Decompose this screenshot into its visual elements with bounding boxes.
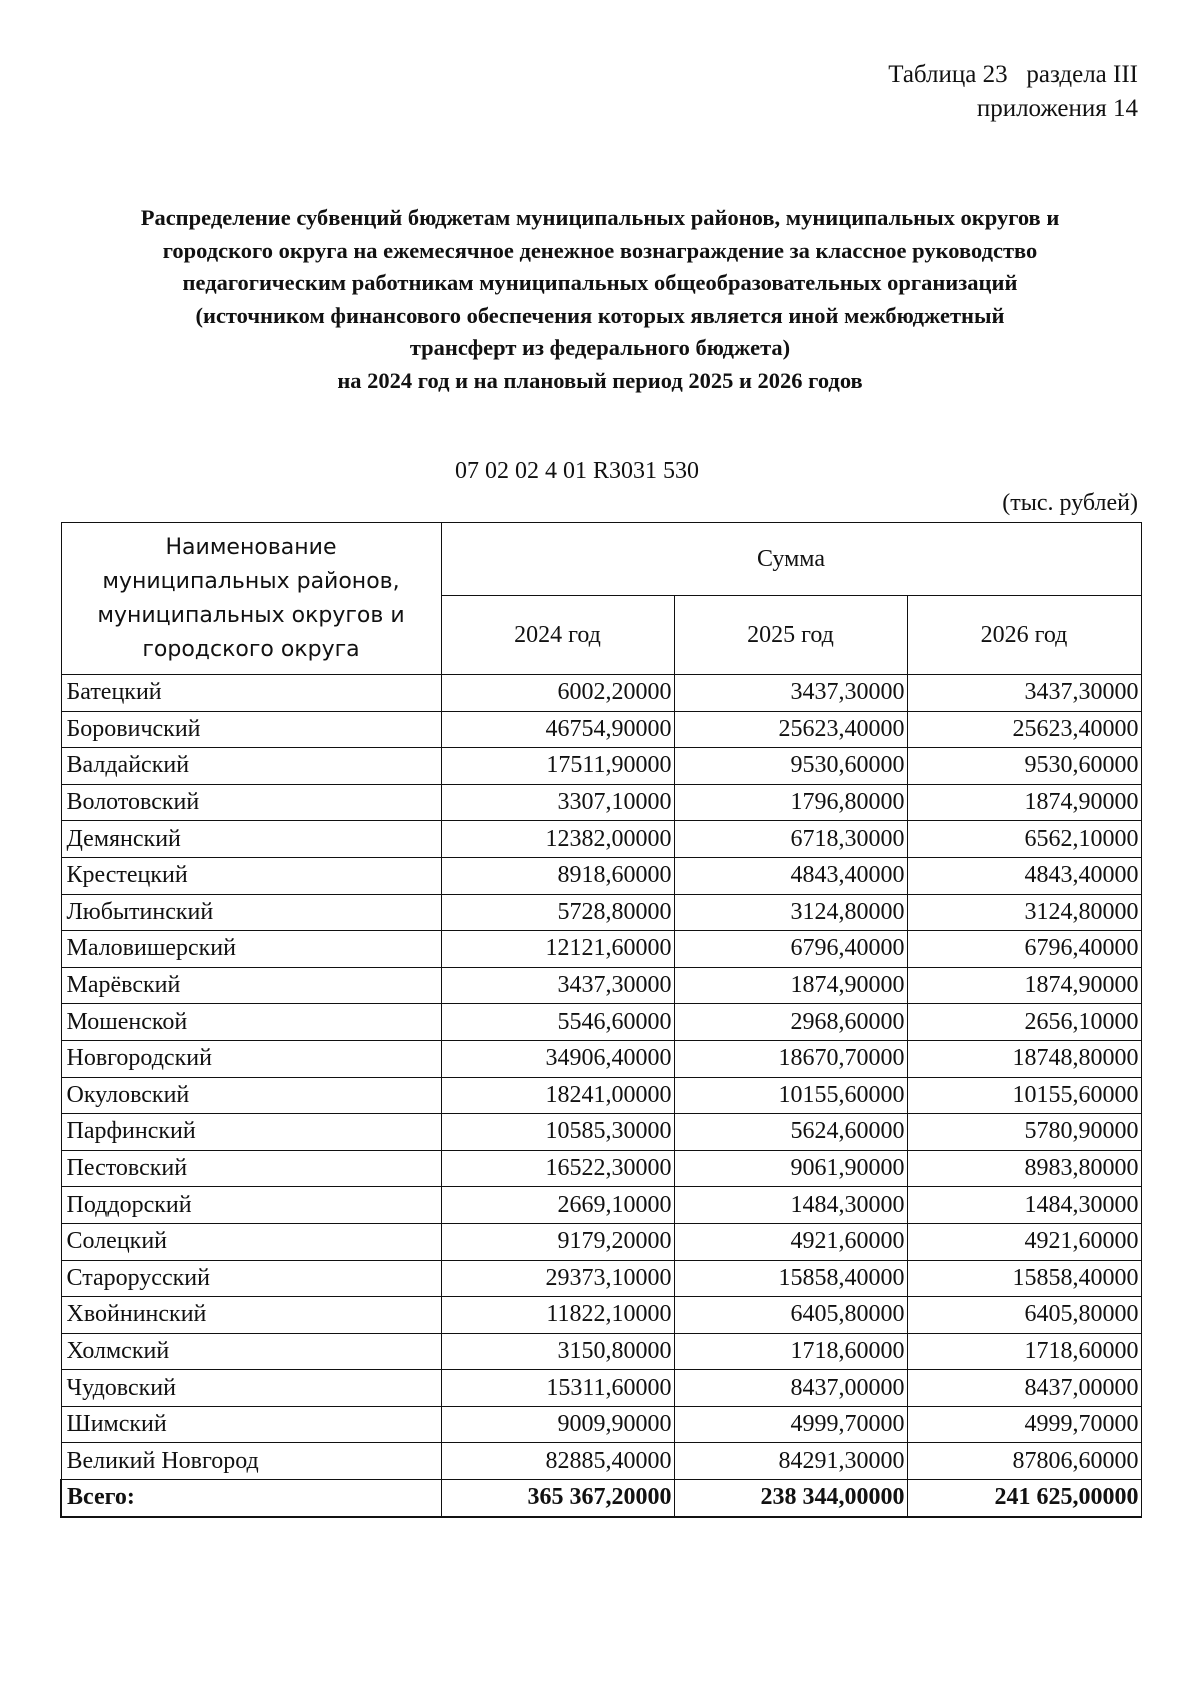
amount-2026-cell: 4843,40000 [907, 857, 1141, 894]
amount-2026-cell: 3124,80000 [907, 894, 1141, 931]
appendix-number: приложения 14 [976, 95, 1138, 122]
amount-2026-cell: 87806,60000 [907, 1443, 1141, 1480]
table-row [61, 1150, 1141, 1187]
table-header [61, 523, 1141, 675]
amount-2024-cell: 3437,30000 [441, 967, 674, 1004]
sum-column-header: Сумма [441, 523, 1141, 596]
table-row [61, 931, 1141, 968]
amount-2026-cell: 8437,00000 [907, 1370, 1141, 1407]
amount-2026-cell: 9530,60000 [907, 748, 1141, 785]
amount-2024-cell: 15311,60000 [441, 1370, 674, 1407]
document-reference [888, 58, 1138, 126]
table-row [61, 821, 1141, 858]
amount-2025-cell: 1874,90000 [674, 967, 907, 1004]
municipality-name-cell: Пестовский [61, 1150, 441, 1187]
amount-2024-cell: 17511,90000 [441, 748, 674, 785]
header-line: муниципальных районов, [102, 568, 400, 594]
municipality-name-cell: Демянский [61, 821, 441, 858]
amount-2026-cell: 8983,80000 [907, 1150, 1141, 1187]
amount-2025-cell: 1796,80000 [674, 784, 907, 821]
title-line: на 2024 год и на плановый период 2025 и 2026 годов [337, 367, 863, 393]
amount-2026-cell: 10155,60000 [907, 1077, 1141, 1114]
amount-2026-cell: 25623,40000 [907, 711, 1141, 748]
amount-2026-cell: 5780,90000 [907, 1114, 1141, 1151]
amount-2026-cell: 6796,40000 [907, 931, 1141, 968]
title-line: (источником финансового обеспечения которых является иной межбюджетный [195, 302, 1005, 328]
header-line: муниципальных округов и [97, 602, 405, 628]
table-row [61, 857, 1141, 894]
amount-2024-cell: 18241,00000 [441, 1077, 674, 1114]
municipality-name-cell: Батецкий [61, 675, 441, 712]
amount-2024-cell: 5728,80000 [441, 894, 674, 931]
title-line: педагогическим работникам муниципальных общеобразовательных организаций [182, 270, 1018, 295]
municipality-name-cell: Шимский [61, 1406, 441, 1443]
total-row [61, 1480, 1141, 1517]
amount-2025-cell: 9061,90000 [674, 1150, 907, 1187]
amount-2026-cell: 4999,70000 [907, 1406, 1141, 1443]
table-row [61, 1260, 1141, 1297]
amount-2025-cell: 84291,30000 [674, 1443, 907, 1480]
amount-2026-cell: 4921,60000 [907, 1223, 1141, 1260]
amount-2025-cell: 4843,40000 [674, 857, 907, 894]
municipality-name-cell: Марёвский [61, 967, 441, 1004]
amount-2024-cell: 2669,10000 [441, 1187, 674, 1224]
amount-2025-cell: 4921,60000 [674, 1223, 907, 1260]
amount-2024-cell: 9009,90000 [441, 1406, 674, 1443]
municipality-name-cell: Маловишерский [61, 931, 441, 968]
table-row [61, 1040, 1141, 1077]
amount-2026-cell: 2656,10000 [907, 1004, 1141, 1041]
amount-2025-cell: 3124,80000 [674, 894, 907, 931]
amount-2025-cell: 1484,30000 [674, 1187, 907, 1224]
municipality-name-cell: Волотовский [61, 784, 441, 821]
amount-2025-cell: 9530,60000 [674, 748, 907, 785]
year-2025-header: 2025 год [674, 596, 907, 675]
amount-2026-cell: 3437,30000 [907, 675, 1141, 712]
table-row [61, 1004, 1141, 1041]
amount-2024-cell: 16522,30000 [441, 1150, 674, 1187]
amount-2024-cell: 82885,40000 [441, 1443, 674, 1480]
table-row [61, 1114, 1141, 1151]
municipality-name-cell: Чудовский [61, 1370, 441, 1407]
amount-2026-cell: 1874,90000 [907, 967, 1141, 1004]
amount-2025-cell: 2968,60000 [674, 1004, 907, 1041]
budget-classification-code: 07 02 02 4 01 R3031 530 [455, 458, 700, 484]
amount-2024-cell: 29373,10000 [441, 1260, 674, 1297]
name-column-header [61, 523, 441, 675]
subventions-table [60, 522, 1142, 1518]
municipality-name-cell: Валдайский [61, 748, 441, 785]
table-row [61, 967, 1141, 1004]
table-row [61, 1297, 1141, 1334]
municipality-name-cell: Крестецкий [61, 857, 441, 894]
municipality-name-cell: Парфинский [61, 1114, 441, 1151]
document-title [0, 202, 1200, 397]
amount-2024-cell: 10585,30000 [441, 1114, 674, 1151]
section-number: раздела III [1026, 61, 1138, 88]
municipality-name-cell: Мошенской [61, 1004, 441, 1041]
table-row [61, 1077, 1141, 1114]
municipality-name-cell: Холмский [61, 1333, 441, 1370]
amount-2024-cell: 9179,20000 [441, 1223, 674, 1260]
municipality-name-cell: Хвойнинский [61, 1297, 441, 1334]
amount-2025-cell: 25623,40000 [674, 711, 907, 748]
table-row [61, 1443, 1141, 1480]
amount-2025-cell: 5624,60000 [674, 1114, 907, 1151]
amount-2025-cell: 1718,60000 [674, 1333, 907, 1370]
table-row [61, 1187, 1141, 1224]
amount-2025-cell: 6718,30000 [674, 821, 907, 858]
amount-2024-cell: 8918,60000 [441, 857, 674, 894]
title-line: трансферт из федерального бюджета) [409, 335, 791, 360]
amount-2024-cell: 34906,40000 [441, 1040, 674, 1077]
amount-2025-cell: 18670,70000 [674, 1040, 907, 1077]
table-number: Таблица 23 [888, 61, 1008, 88]
municipality-name-cell: Старорусский [61, 1260, 441, 1297]
amount-2024-cell: 11822,10000 [441, 1297, 674, 1334]
amount-2025-cell: 10155,60000 [674, 1077, 907, 1114]
amount-2026-cell: 1484,30000 [907, 1187, 1141, 1224]
municipality-name-cell: Любытинский [61, 894, 441, 931]
header-line: Наименование [165, 534, 337, 560]
municipality-name-cell: Солецкий [61, 1223, 441, 1260]
amount-2024-cell: 12382,00000 [441, 821, 674, 858]
table-row [61, 894, 1141, 931]
amount-2025-total-cell: 238 344,00000 [674, 1480, 907, 1517]
amount-2026-total-cell: 241 625,00000 [907, 1480, 1141, 1517]
amount-2024-cell: 3150,80000 [441, 1333, 674, 1370]
amount-2024-cell: 5546,60000 [441, 1004, 674, 1041]
amount-2025-cell: 3437,30000 [674, 675, 907, 712]
table-row [61, 1370, 1141, 1407]
table-row [61, 1406, 1141, 1443]
table-row [61, 675, 1141, 712]
amount-2024-total-cell: 365 367,20000 [441, 1480, 674, 1517]
table-reference-line [888, 58, 1138, 92]
title-line: Распределение субвенций бюджетам муниципальных районов, муниципальных округов и [140, 205, 1060, 230]
table-row [61, 1333, 1141, 1370]
municipality-name-cell: Боровичский [61, 711, 441, 748]
year-2026-header: 2026 год [907, 596, 1141, 675]
table-body [61, 675, 1141, 1517]
amount-2026-cell: 1874,90000 [907, 784, 1141, 821]
municipality-name-cell: Новгородский [61, 1040, 441, 1077]
table-row [61, 748, 1141, 785]
total-label-cell: Всего: [61, 1480, 441, 1517]
amount-2026-cell: 18748,80000 [907, 1040, 1141, 1077]
header-line: городского округа [142, 636, 360, 662]
amount-2025-cell: 4999,70000 [674, 1406, 907, 1443]
amount-2025-cell: 6796,40000 [674, 931, 907, 968]
amount-2026-cell: 6562,10000 [907, 821, 1141, 858]
amount-2024-cell: 6002,20000 [441, 675, 674, 712]
amount-2026-cell: 15858,40000 [907, 1260, 1141, 1297]
title-line: городского округа на ежемесячное денежное вознаграждение за классное руководство [162, 237, 1038, 263]
amount-2024-cell: 12121,60000 [441, 931, 674, 968]
amount-2024-cell: 3307,10000 [441, 784, 674, 821]
units-label: (тыс. рублей) [1002, 490, 1138, 516]
table-row [61, 711, 1141, 748]
amount-2026-cell: 6405,80000 [907, 1297, 1141, 1334]
table-row [61, 1223, 1141, 1260]
amount-2025-cell: 6405,80000 [674, 1297, 907, 1334]
amount-2025-cell: 15858,40000 [674, 1260, 907, 1297]
amount-2026-cell: 1718,60000 [907, 1333, 1141, 1370]
municipality-name-cell: Великий Новгород [61, 1443, 441, 1480]
municipality-name-cell: Окуловский [61, 1077, 441, 1114]
amount-2025-cell: 8437,00000 [674, 1370, 907, 1407]
table-row [61, 784, 1141, 821]
amount-2024-cell: 46754,90000 [441, 711, 674, 748]
municipality-name-cell: Поддорский [61, 1187, 441, 1224]
year-2024-header: 2024 год [441, 596, 674, 675]
